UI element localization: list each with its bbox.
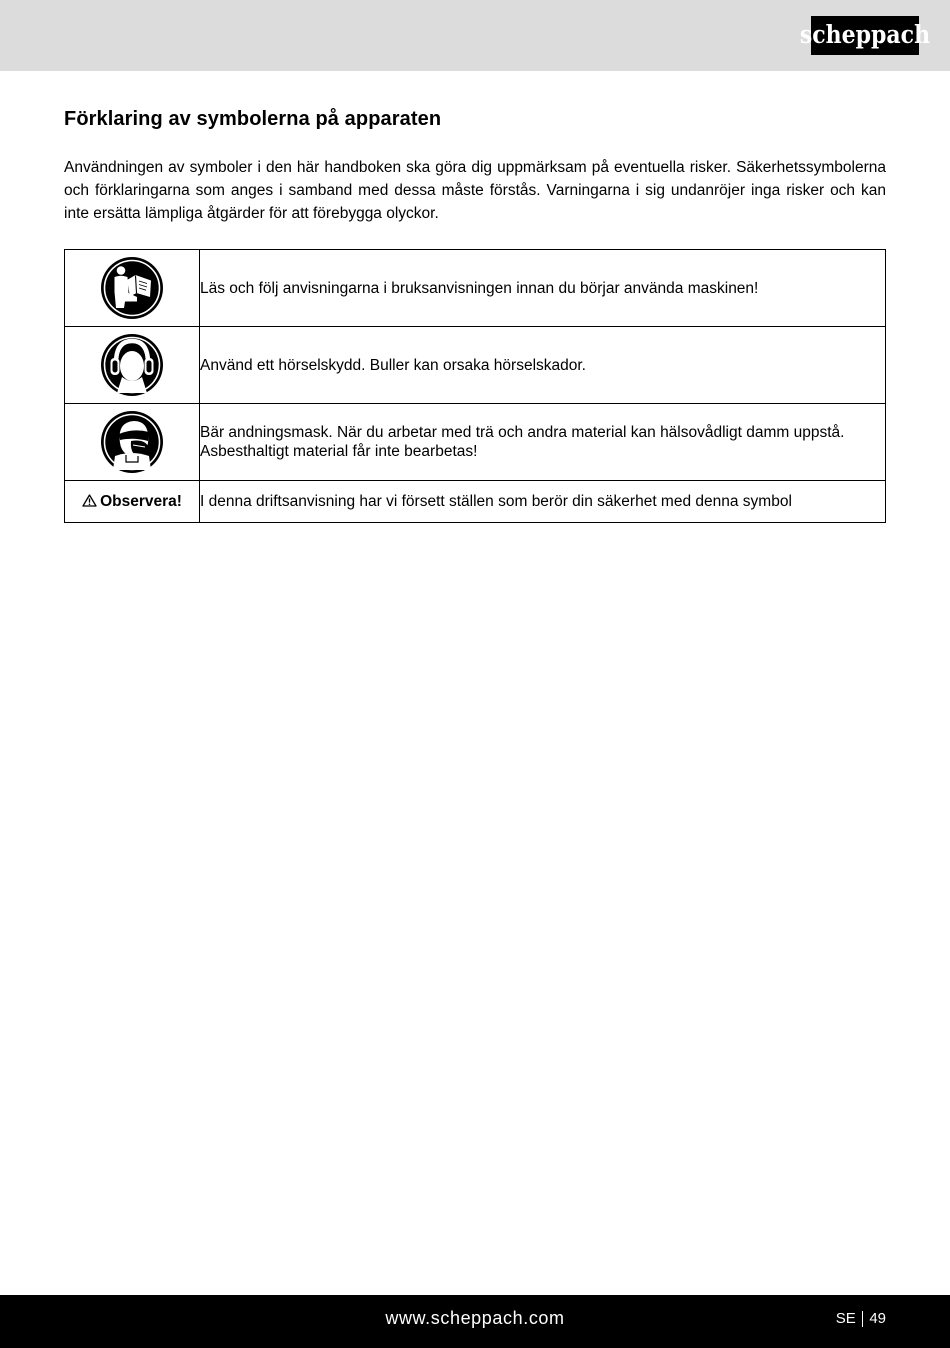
logo-text: scheppach [799, 20, 931, 49]
symbol-description: Använd ett hörselskydd. Buller kan orsaka hörselskador. [200, 327, 886, 404]
symbol-description: Bär andningsmask. När du arbetar med trä och andra material kan hälsovådligt damm uppstå. Asbesthaltigt material får inte bearbetas! [200, 404, 886, 481]
icon-cell [65, 327, 200, 404]
observera-cell [65, 481, 200, 523]
page-number: 49 [869, 1310, 886, 1327]
separator [862, 1311, 864, 1327]
table-row [65, 481, 886, 523]
symbol-description: Läs och följ anvisningarna i bruksanvisningen innan du börjar använda maskinen! [200, 250, 886, 327]
symbol-description: I denna driftsanvisning har vi försett ställen som berör din säkerhet med denna symbol [200, 481, 886, 523]
footer-bar [0, 1295, 950, 1348]
website-url: www.scheppach.com [385, 1308, 565, 1328]
table-row [65, 327, 886, 404]
read-manual-icon [100, 256, 164, 320]
observera-label [82, 493, 182, 510]
table-row [65, 250, 886, 327]
page-info [836, 1310, 886, 1327]
intro-paragraph: Användningen av symboler i den här handboken ska göra dig uppmärksam på eventuella risker. Säkerhetssymbolerna och förklaringarna som anges i samband med dessa måste förstås. Varningarna i sig undanröjer inga risker och kan inte ersätta lämpliga åtgärder för att förebygga olyckor. [64, 159, 886, 222]
header-bar [0, 0, 950, 71]
table-row [65, 404, 886, 481]
symbol-table [64, 249, 886, 523]
warning-triangle-icon [82, 494, 97, 507]
page-title: Förklaring av symbolerna på apparaten [64, 108, 442, 130]
ear-protection-icon [100, 333, 164, 397]
observera-text: Observera! [100, 492, 182, 510]
icon-cell [65, 250, 200, 327]
icon-cell [65, 404, 200, 481]
respirator-icon [100, 410, 164, 474]
language-code: SE [835, 1310, 856, 1327]
scheppach-logo [799, 16, 931, 55]
